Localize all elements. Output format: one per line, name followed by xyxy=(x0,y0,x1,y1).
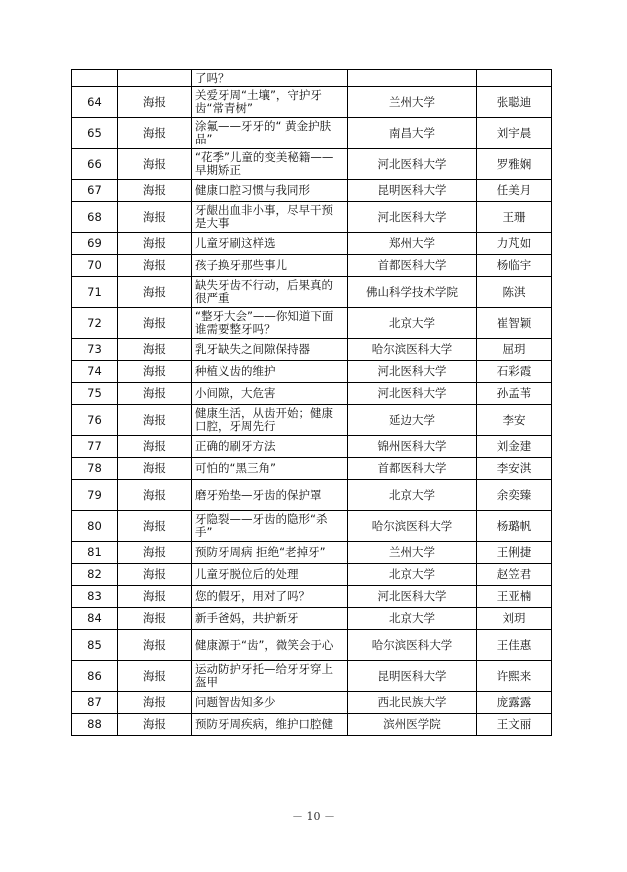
table-row xyxy=(72,361,552,383)
cell-number: 83 xyxy=(72,586,118,608)
table-row xyxy=(72,661,552,692)
table-row xyxy=(72,511,552,542)
cell-type: 海报 xyxy=(118,87,192,118)
cell-title: 问题智齿知多少 xyxy=(192,692,348,714)
cell-name: 刘金建 xyxy=(477,436,552,458)
cell-name: 刘玥 xyxy=(477,608,552,630)
cell-title: “花季”儿童的变美秘籍——早期矫正 xyxy=(192,149,348,180)
cell-number: 76 xyxy=(72,405,118,436)
table-row xyxy=(72,480,552,511)
table-row xyxy=(72,118,552,149)
cell-title: 预防牙周病 拒绝“老掉牙” xyxy=(192,542,348,564)
cell-university: 西北民族大学 xyxy=(348,692,477,714)
table-row xyxy=(72,542,552,564)
cell-type: 海报 xyxy=(118,149,192,180)
cell-name: 杨临宇 xyxy=(477,255,552,277)
cell-type: 海报 xyxy=(118,118,192,149)
cell-title: 牙隐裂——牙齿的隐形“杀手” xyxy=(192,511,348,542)
cell-type: 海报 xyxy=(118,308,192,339)
cell-number: 87 xyxy=(72,692,118,714)
cell-title: 健康口腔习惯与我同形 xyxy=(192,180,348,202)
cell-number: 80 xyxy=(72,511,118,542)
cell-type: 海报 xyxy=(118,714,192,736)
cell-number: 69 xyxy=(72,233,118,255)
cell-number: 86 xyxy=(72,661,118,692)
cell-title: 儿童牙脱位后的处理 xyxy=(192,564,348,586)
cell-type: 海报 xyxy=(118,480,192,511)
cell-name: 赵笠君 xyxy=(477,564,552,586)
table-row xyxy=(72,630,552,661)
cell-number xyxy=(72,70,118,87)
cell-type: 海报 xyxy=(118,405,192,436)
cell-number: 81 xyxy=(72,542,118,564)
cell-university: 河北医科大学 xyxy=(348,586,477,608)
cell-type: 海报 xyxy=(118,233,192,255)
cell-university: 锦州医科大学 xyxy=(348,436,477,458)
table-row xyxy=(72,202,552,233)
cell-name xyxy=(477,70,552,87)
cell-type: 海报 xyxy=(118,383,192,405)
cell-title: 孩子换牙那些事儿 xyxy=(192,255,348,277)
cell-name: 孙孟苇 xyxy=(477,383,552,405)
cell-university: 南昌大学 xyxy=(348,118,477,149)
cell-title: 儿童牙刷这样选 xyxy=(192,233,348,255)
table-row xyxy=(72,692,552,714)
cell-university: 河北医科大学 xyxy=(348,202,477,233)
cell-number: 65 xyxy=(72,118,118,149)
cell-type xyxy=(118,70,192,87)
cell-university: 北京大学 xyxy=(348,308,477,339)
cell-type: 海报 xyxy=(118,511,192,542)
cell-number: 64 xyxy=(72,87,118,118)
cell-university: 兰州大学 xyxy=(348,542,477,564)
cell-name: 王俐捷 xyxy=(477,542,552,564)
cell-name: 余奕臻 xyxy=(477,480,552,511)
cell-name: 庞露露 xyxy=(477,692,552,714)
cell-number: 67 xyxy=(72,180,118,202)
cell-number: 68 xyxy=(72,202,118,233)
cell-university: 河北医科大学 xyxy=(348,361,477,383)
cell-university: 哈尔滨医科大学 xyxy=(348,511,477,542)
cell-title: 新手爸妈，共护新牙 xyxy=(192,608,348,630)
table-row xyxy=(72,308,552,339)
cell-name: 刘宇晨 xyxy=(477,118,552,149)
cell-number: 82 xyxy=(72,564,118,586)
cell-name: 屈玥 xyxy=(477,339,552,361)
cell-university: 北京大学 xyxy=(348,608,477,630)
cell-name: 杨璐帆 xyxy=(477,511,552,542)
table-row xyxy=(72,277,552,308)
cell-university: 兰州大学 xyxy=(348,87,477,118)
cell-university: 哈尔滨医科大学 xyxy=(348,339,477,361)
cell-type: 海报 xyxy=(118,436,192,458)
cell-title: 磨牙殆垫—牙齿的保护罩 xyxy=(192,480,348,511)
table-row xyxy=(72,714,552,736)
cell-university: 河北医科大学 xyxy=(348,383,477,405)
cell-title: 涂氟——牙牙的“ 黄金护肤品” xyxy=(192,118,348,149)
cell-title: 牙龈出血非小事，尽早干预是大事 xyxy=(192,202,348,233)
cell-title: 种植义齿的维护 xyxy=(192,361,348,383)
cell-name: 张聪迪 xyxy=(477,87,552,118)
cell-title: 关爱牙周“土壤”，守护牙齿“常青树” xyxy=(192,87,348,118)
cell-title: 健康生活，从齿开始；健康口腔，牙周先行 xyxy=(192,405,348,436)
cell-type: 海报 xyxy=(118,255,192,277)
cell-title: 健康源于“齿”，微笑会于心 xyxy=(192,630,348,661)
table-row xyxy=(72,608,552,630)
table-row xyxy=(72,405,552,436)
cell-university: 延边大学 xyxy=(348,405,477,436)
cell-number: 77 xyxy=(72,436,118,458)
cell-type: 海报 xyxy=(118,458,192,480)
cell-university: 昆明医科大学 xyxy=(348,661,477,692)
cell-number: 79 xyxy=(72,480,118,511)
cell-type: 海报 xyxy=(118,277,192,308)
cell-type: 海报 xyxy=(118,586,192,608)
cell-type: 海报 xyxy=(118,180,192,202)
cell-title: 正确的刷牙方法 xyxy=(192,436,348,458)
cell-university: 北京大学 xyxy=(348,480,477,511)
table-row xyxy=(72,383,552,405)
cell-number: 66 xyxy=(72,149,118,180)
table-row xyxy=(72,586,552,608)
cell-name: 王亚楠 xyxy=(477,586,552,608)
table-row xyxy=(72,233,552,255)
cell-name: 陈淇 xyxy=(477,277,552,308)
cell-type: 海报 xyxy=(118,608,192,630)
table-row xyxy=(72,564,552,586)
cell-number: 88 xyxy=(72,714,118,736)
cell-type: 海报 xyxy=(118,542,192,564)
cell-university: 滨州医学院 xyxy=(348,714,477,736)
table-row xyxy=(72,339,552,361)
cell-name: 李安 xyxy=(477,405,552,436)
cell-number: 75 xyxy=(72,383,118,405)
cell-title: 小间隙，大危害 xyxy=(192,383,348,405)
cell-type: 海报 xyxy=(118,661,192,692)
cell-name: 许熙来 xyxy=(477,661,552,692)
cell-number: 78 xyxy=(72,458,118,480)
table-row xyxy=(72,436,552,458)
table-row-continued xyxy=(72,70,552,87)
table-row xyxy=(72,255,552,277)
cell-university: 首都医科大学 xyxy=(348,255,477,277)
cell-number: 73 xyxy=(72,339,118,361)
cell-title: 了吗？ xyxy=(192,70,348,87)
cell-type: 海报 xyxy=(118,202,192,233)
cell-number: 74 xyxy=(72,361,118,383)
cell-name: 李安淇 xyxy=(477,458,552,480)
cell-title: 您的假牙，用对了吗？ xyxy=(192,586,348,608)
cell-university: 郑州大学 xyxy=(348,233,477,255)
cell-university: 北京大学 xyxy=(348,564,477,586)
cell-number: 70 xyxy=(72,255,118,277)
cell-name: 王佳惠 xyxy=(477,630,552,661)
cell-title: 预防牙周疾病，维护口腔健 xyxy=(192,714,348,736)
cell-title: 乳牙缺失之间隙保持器 xyxy=(192,339,348,361)
page-number: － 10 － xyxy=(292,810,335,823)
cell-name: 罗雅娴 xyxy=(477,149,552,180)
cell-name: 王珊 xyxy=(477,202,552,233)
cell-number: 85 xyxy=(72,630,118,661)
cell-title: “整牙大会”——你知道下面谁需要整牙吗？ xyxy=(192,308,348,339)
cell-university: 佛山科学技术学院 xyxy=(348,277,477,308)
cell-number: 72 xyxy=(72,308,118,339)
cell-name: 任美月 xyxy=(477,180,552,202)
cell-university xyxy=(348,70,477,87)
table-row xyxy=(72,180,552,202)
table-row xyxy=(72,149,552,180)
cell-title: 缺失牙齿不行动，后果真的很严重 xyxy=(192,277,348,308)
cell-university: 昆明医科大学 xyxy=(348,180,477,202)
cell-number: 71 xyxy=(72,277,118,308)
cell-name: 王文丽 xyxy=(477,714,552,736)
cell-university: 哈尔滨医科大学 xyxy=(348,630,477,661)
table-body xyxy=(72,70,552,736)
awards-table xyxy=(71,69,552,736)
cell-university: 首都医科大学 xyxy=(348,458,477,480)
cell-name: 力芃如 xyxy=(477,233,552,255)
cell-type: 海报 xyxy=(118,361,192,383)
cell-number: 84 xyxy=(72,608,118,630)
cell-title: 可怕的“黑三角” xyxy=(192,458,348,480)
cell-university: 河北医科大学 xyxy=(348,149,477,180)
cell-type: 海报 xyxy=(118,564,192,586)
cell-type: 海报 xyxy=(118,630,192,661)
cell-name: 石彩霞 xyxy=(477,361,552,383)
cell-type: 海报 xyxy=(118,339,192,361)
cell-name: 崔智颖 xyxy=(477,308,552,339)
table-row xyxy=(72,458,552,480)
cell-title: 运动防护牙托—给牙牙穿上盔甲 xyxy=(192,661,348,692)
table-row xyxy=(72,87,552,118)
cell-type: 海报 xyxy=(118,692,192,714)
